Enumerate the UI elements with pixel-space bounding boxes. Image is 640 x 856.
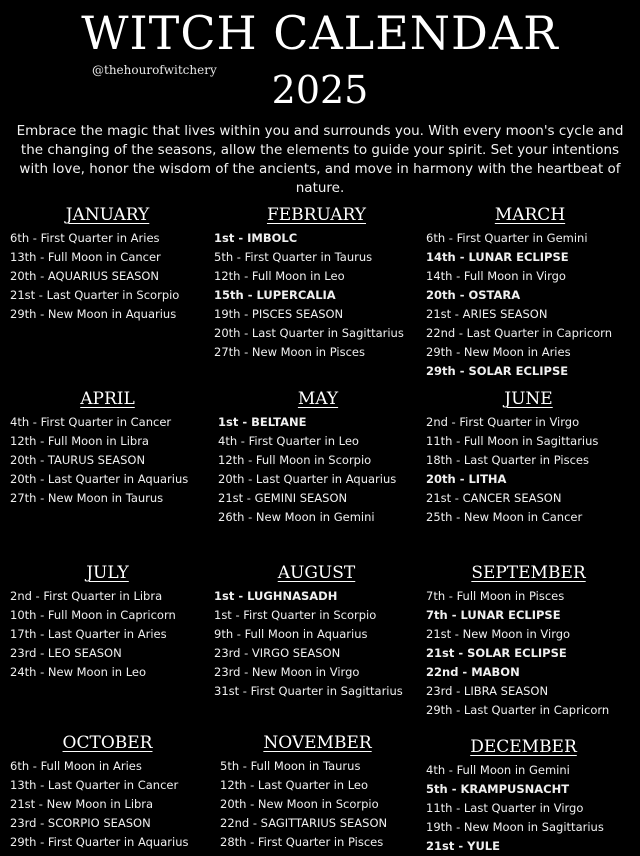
month-block-april [10, 388, 205, 508]
social-handle: @thehourofwitchery [92, 63, 217, 77]
event-item: 14th - Full Moon in Virgo [426, 269, 566, 283]
event-item: 25th - New Moon in Cancer [426, 510, 583, 524]
event-list [426, 587, 631, 720]
month-heading: APRIL [80, 389, 135, 409]
calendar-year: 2025 [271, 68, 369, 112]
event-item: 19th - PISCES SEASON [214, 307, 344, 321]
event-item: 5th - Full Moon in Taurus [220, 759, 361, 773]
month-heading: JANUARY [65, 205, 150, 225]
event-item: 21st - SOLAR ECLIPSE [426, 646, 567, 660]
event-item: 28th - First Quarter in Pisces [220, 835, 384, 849]
event-item: 12th - Full Moon in Libra [10, 434, 149, 448]
event-item: 4th - First Quarter in Cancer [10, 415, 172, 429]
event-item: 1st - IMBOLC [214, 231, 298, 245]
event-item: 23rd - SCORPIO SEASON [10, 816, 151, 830]
intro-paragraph: Embrace the magic that lives within you and surrounds you. With every moon's cycle and the changing of the seasons, allow the elements to guide your spirit. Set your intentions with love, honor the wisdom of the ancients, and move in harmony with the heartbeat of nature. [16, 123, 624, 196]
event-item: 31st - First Quarter in Sagittarius [214, 684, 403, 698]
event-item: 12th - Full Moon in Scorpio [218, 453, 372, 467]
event-item: 1st - LUGHNASADH [214, 589, 338, 603]
event-item: 23rd - LEO SEASON [10, 646, 122, 660]
month-block-september [426, 562, 631, 720]
event-item: 29th - New Moon in Aries [426, 345, 571, 359]
event-item: 22nd - SAGITTARIUS SEASON [220, 816, 388, 830]
month-block-february [214, 204, 419, 362]
event-item: 23rd - New Moon in Virgo [214, 665, 360, 679]
month-block-july [10, 562, 205, 682]
event-list [10, 413, 205, 508]
event-item: 20th - Last Quarter in Aquarius [10, 472, 189, 486]
event-item: 4th - First Quarter in Leo [218, 434, 359, 448]
event-item: 20th - TAURUS SEASON [10, 453, 146, 467]
event-item: 11th - Last Quarter in Virgo [426, 801, 584, 815]
event-item: 11th - Full Moon in Sagittarius [426, 434, 599, 448]
event-item: 2nd - First Quarter in Libra [10, 589, 163, 603]
month-block-march [426, 204, 634, 381]
event-item: 26th - New Moon in Gemini [218, 510, 375, 524]
event-item: 12th - Full Moon in Leo [214, 269, 345, 283]
event-item: 6th - First Quarter in Gemini [426, 231, 588, 245]
event-item: 7th - LUNAR ECLIPSE [426, 608, 561, 622]
month-heading: JUNE [504, 389, 553, 409]
month-block-august [214, 562, 419, 701]
event-item: 12th - Last Quarter in Leo [220, 778, 369, 792]
event-item: 20th - Last Quarter in Aquarius [218, 472, 397, 486]
event-item: 21st - ARIES SEASON [426, 307, 548, 321]
event-item: 1st - BELTANE [218, 415, 307, 429]
event-item: 19th - New Moon in Sagittarius [426, 820, 604, 834]
event-item: 20th - AQUARIUS SEASON [10, 269, 160, 283]
event-list [10, 587, 205, 682]
month-block-january [10, 204, 205, 324]
event-item: 13th - Last Quarter in Cancer [10, 778, 179, 792]
month-block-may [218, 388, 418, 527]
calendar-title: WITCH CALENDAR [81, 6, 559, 60]
event-item: 21st - New Moon in Libra [10, 797, 154, 811]
event-item: 22nd - MABON [426, 665, 520, 679]
event-item: 1st - First Quarter in Scorpio [214, 608, 377, 622]
event-item: 21st - CANCER SEASON [426, 491, 562, 505]
month-heading: OCTOBER [62, 733, 153, 753]
month-heading: JULY [86, 563, 129, 583]
month-heading: DECEMBER [470, 737, 577, 757]
event-item: 21st - Last Quarter in Scorpio [10, 288, 180, 302]
event-item: 15th - LUPERCALIA [214, 288, 336, 302]
event-item: 13th - Full Moon in Cancer [10, 250, 161, 264]
event-item: 29th - Last Quarter in Capricorn [426, 703, 610, 717]
event-item: 21st - YULE [426, 839, 500, 853]
event-item: 23rd - LIBRA SEASON [426, 684, 549, 698]
month-block-december [426, 736, 621, 856]
event-list [10, 757, 205, 852]
event-item: 10th - Full Moon in Capricorn [10, 608, 176, 622]
month-block-november [220, 732, 415, 852]
event-item: 5th - First Quarter in Taurus [214, 250, 373, 264]
event-item: 5th - KRAMPUSNACHT [426, 782, 570, 796]
month-heading: FEBRUARY [266, 205, 367, 225]
month-heading: MARCH [494, 205, 566, 225]
event-item: 6th - First Quarter in Aries [10, 231, 160, 245]
month-block-october [10, 732, 205, 852]
event-list [218, 413, 418, 527]
month-heading: MAY [297, 389, 339, 409]
event-list [214, 587, 419, 701]
event-list [214, 229, 419, 362]
event-item: 27th - New Moon in Pisces [214, 345, 365, 359]
event-item: 29th - First Quarter in Aquarius [10, 835, 189, 849]
event-item: 7th - Full Moon in Pisces [426, 589, 565, 603]
month-block-june [426, 388, 631, 527]
event-item: 4th - Full Moon in Gemini [426, 763, 570, 777]
event-item: 18th - Last Quarter in Pisces [426, 453, 589, 467]
event-list [426, 229, 634, 381]
event-item: 9th - Full Moon in Aquarius [214, 627, 368, 641]
event-list [10, 229, 205, 324]
month-heading: AUGUST [277, 563, 356, 583]
month-heading: SEPTEMBER [471, 563, 586, 583]
event-item: 29th - New Moon in Aquarius [10, 307, 177, 321]
month-heading: NOVEMBER [263, 733, 372, 753]
event-item: 2nd - First Quarter in Virgo [426, 415, 580, 429]
event-item: 20th - LITHA [426, 472, 507, 486]
event-item: 29th - SOLAR ECLIPSE [426, 364, 569, 378]
event-item: 27th - New Moon in Taurus [10, 491, 164, 505]
event-item: 21st - New Moon in Virgo [426, 627, 571, 641]
event-item: 21st - GEMINI SEASON [218, 491, 348, 505]
event-item: 17th - Last Quarter in Aries [10, 627, 167, 641]
event-item: 22nd - Last Quarter in Capricorn [426, 326, 612, 340]
event-item: 23rd - VIRGO SEASON [214, 646, 341, 660]
event-item: 20th - OSTARA [426, 288, 521, 302]
event-list [220, 757, 415, 852]
event-item: 20th - Last Quarter in Sagittarius [214, 326, 404, 340]
event-list [426, 761, 621, 856]
event-item: 6th - Full Moon in Aries [10, 759, 142, 773]
event-item: 14th - LUNAR ECLIPSE [426, 250, 569, 264]
event-item: 24th - New Moon in Leo [10, 665, 147, 679]
event-item: 20th - New Moon in Scorpio [220, 797, 379, 811]
event-list [426, 413, 631, 527]
